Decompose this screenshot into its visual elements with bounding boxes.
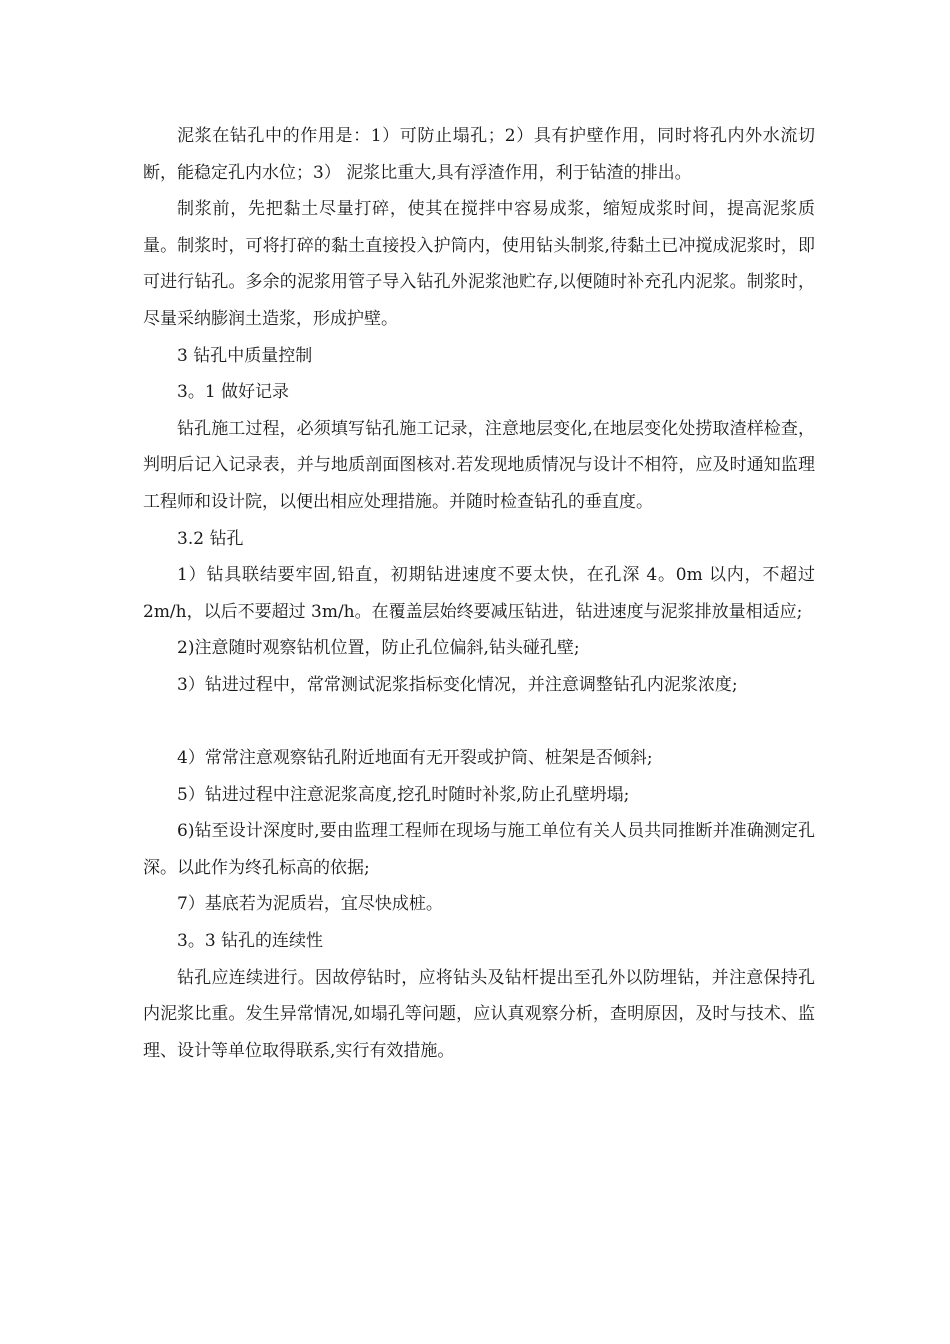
list-item-7: 7）基底若为泥质岩，宜尽快成桩。 xyxy=(177,894,443,915)
blank-line xyxy=(143,704,815,741)
list-item-6: 6)钻至设计深度时,要由监理工程师在现场与施工单位有关人员共同推断并准确测定孔深。以此作为终孔标高的依据; xyxy=(143,821,815,878)
list-item-3: 3）钻进过程中，常常测试泥浆指标变化情况，并注意调整钻孔内泥浆浓度; xyxy=(177,674,738,695)
paragraph-mud-function: 泥浆在钻孔中的作用是：1）可防止塌孔；2）具有护壁作用，同时将孔内外水流切断，能稳定孔内水位；3） 泥浆比重大,具有浮渣作用，利于钻渣的排出。 xyxy=(143,126,815,183)
paragraph-drilling-records: 钻孔施工过程，必须填写钻孔施工记录，注意地层变化,在地层变化处捞取渣样检查，判明后记入记录表，并与地质剖面图核对.若发现地质情况与设计不相符，应及时通知监理工程师和设计院，以便出相应处理措施。并随时检查钻孔的垂直度。 xyxy=(143,418,815,512)
subsection-heading-records: 3。1 做好记录 xyxy=(177,382,290,403)
list-item-4: 4）常常注意观察钻孔附近地面有无开裂或护筒、桩架是否倾斜; xyxy=(177,748,653,769)
subsection-heading-drilling: 3.2 钻孔 xyxy=(177,528,244,549)
list-item-1: 1）钻具联结要牢固,铅直，初期钻进速度不要太快，在孔深 4。0m 以内，不超过 2m/h，以后不要超过 3m/h。在覆盖层始终要减压钻进，钻进速度与泥浆排放量相适应; xyxy=(143,565,815,622)
subsection-heading-continuity: 3。3 钻孔的连续性 xyxy=(177,931,324,952)
paragraph-mud-preparation: 制浆前，先把黏土尽量打碎，使其在搅拌中容易成浆，缩短成浆时间，提高泥浆质量。制浆时，可将打碎的黏土直接投入护筒内，使用钻头制浆,待黏土已冲搅成泥浆时，即可进行钻孔。多余的泥浆用管子导入钻孔外泥浆池贮存,以便随时补充孔内泥浆。制浆时，尽量采纳膨润土造浆，形成护壁。 xyxy=(143,199,815,329)
document-body xyxy=(143,118,815,1069)
paragraph-continuity: 钻孔应连续进行。因故停钻时，应将钻头及钻杆提出至孔外以防埋钻，并注意保持孔内泥浆比重。发生异常情况,如塌孔等问题，应认真观察分析，查明原因，及时与技术、监理、设计等单位取得联系,实行有效措施。 xyxy=(143,967,815,1061)
list-item-5: 5）钻进过程中注意泥浆高度,挖孔时随时补浆,防止孔壁坍塌; xyxy=(177,784,630,805)
section-heading-quality-control: 3 钻孔中质量控制 xyxy=(177,345,313,366)
list-item-2: 2)注意随时观察钻机位置，防止孔位偏斜,钻头碰孔壁; xyxy=(177,638,580,659)
